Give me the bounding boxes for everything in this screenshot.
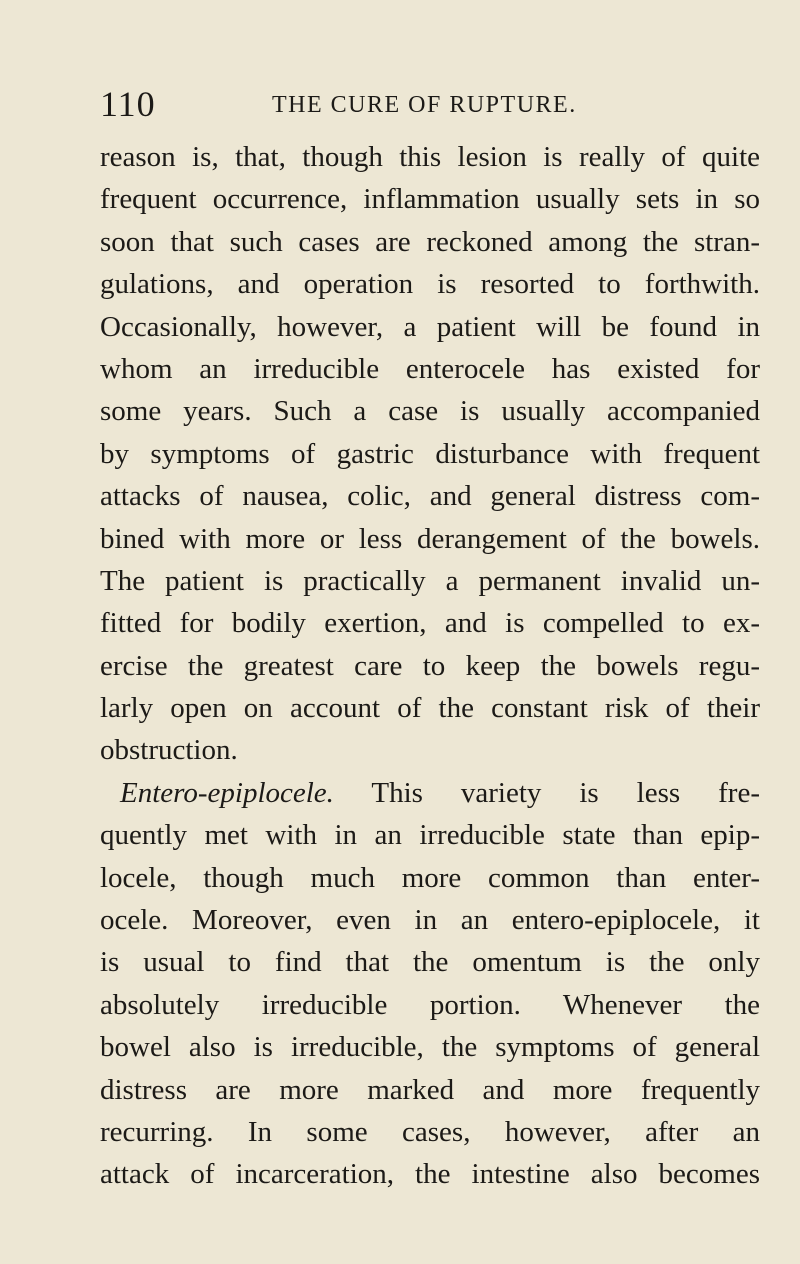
text-line: is usual to find that the omentum is the only — [100, 946, 760, 979]
text-line: recurring. In some cases, however, after an — [100, 1115, 760, 1148]
text-line: quently met with in an irreducible state than epip- — [100, 819, 760, 852]
text-line: locele, though much more common than enter- — [100, 861, 760, 894]
text-line: bowel also is irreducible, the symptoms of general — [100, 1031, 760, 1064]
body-text — [100, 136, 760, 1196]
text-line: by symptoms of gastric disturbance with frequent — [100, 437, 760, 470]
text-line: attack of incarceration, the intestine also becomes — [100, 1158, 760, 1191]
text-line: some years. Such a case is usually accompanied — [100, 395, 760, 428]
text-line: Occasionally, however, a patient will be found in — [100, 310, 760, 343]
heading-continuation: This variety is less fre- — [371, 776, 760, 809]
page-number: 110 — [100, 84, 156, 124]
text-line: soon that such cases are reckoned among the stran- — [100, 225, 760, 258]
section-heading-line — [100, 772, 760, 814]
text-line: fitted for bodily exertion, and is compelled to ex- — [100, 607, 760, 640]
page-header — [100, 84, 760, 124]
text-line: attacks of nausea, colic, and general distress com- — [100, 480, 760, 513]
text-line: The patient is practically a permanent invalid un- — [100, 564, 760, 597]
running-title: THE CURE OF RUPTURE. — [272, 92, 577, 118]
text-line: ocele. Moreover, even in an entero-epiplocele, it — [100, 904, 760, 937]
text-line: whom an irreducible enterocele has existed for — [100, 352, 760, 385]
text-line: larly open on account of the constant risk of their — [100, 692, 760, 725]
text-line: reason is, that, though this lesion is really of quite — [100, 141, 760, 173]
text-line: bined with more or less derangement of the bowels. — [100, 522, 760, 555]
text-line: ercise the greatest care to keep the bowels regu- — [100, 649, 760, 682]
text-line: distress are more marked and more frequently — [100, 1073, 760, 1106]
text-line: absolutely irreducible portion. Whenever the — [100, 988, 760, 1021]
text-line: frequent occurrence, inflammation usually sets in so — [100, 183, 760, 216]
section-heading-term: Entero-epiplocele. — [120, 776, 334, 809]
text-line: gulations, and operation is resorted to forthwith. — [100, 268, 760, 301]
text-line: obstruction. — [100, 734, 238, 767]
